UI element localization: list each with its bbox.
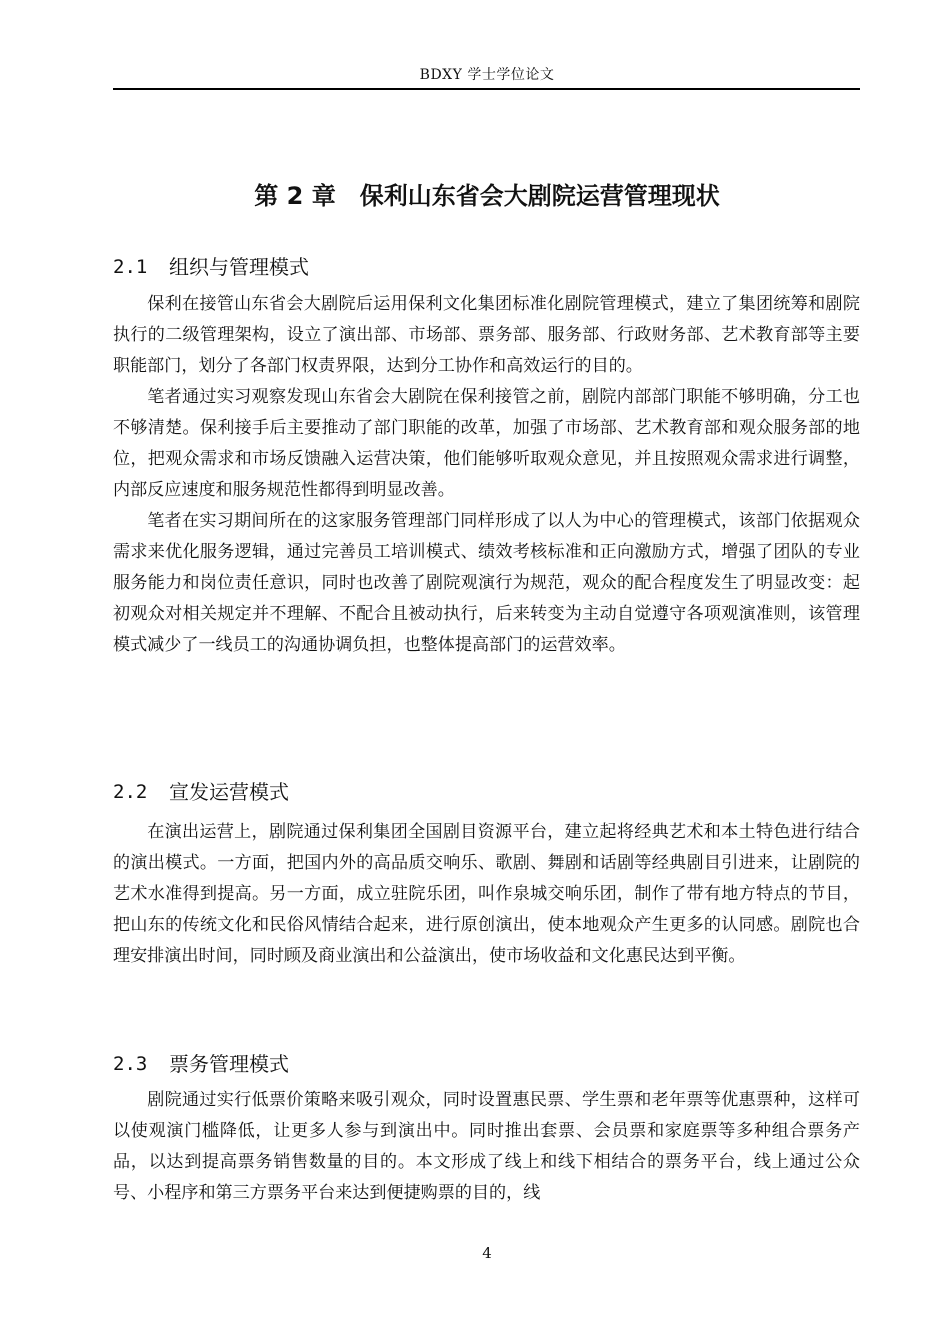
paragraph: 保利在接管山东省会大剧院后运用保利文化集团标准化剧院管理模式，建立了集团统筹和剧院执行的二级管理架构，设立了演出部、市场部、票务部、服务部、行政财务部、艺术教育部等主要职能部门，划分了各部门权责界限，达到分工协作和高效运行的目的。 xyxy=(113,294,860,376)
section-heading xyxy=(113,1049,860,1079)
chapter-title: 第 2 章 保利山东省会大剧院运营管理现状 xyxy=(254,182,720,210)
section-number: 2.2 xyxy=(113,781,148,803)
section-title: 组织与管理模式 xyxy=(169,255,309,279)
section-2-3 xyxy=(113,1049,860,1209)
paragraph: 笔者在实习期间所在的这家服务管理部门同样形成了以人为中心的管理模式，该部门依据观众需求来优化服务逻辑，通过完善员工培训模式、绩效考核标准和正向激励方式，增强了团队的专业服务能力和岗位责任意识，同时也改善了剧院观演行为规范，观众的配合程度发生了明显改变：起初观众对相关规定并不理解、不配合且被动执行，后来转变为主动自觉遵守各项观演准则，该管理模式减少了一线员工的沟通协调负担，也整体提高部门的运营效率。 xyxy=(113,511,860,655)
running-header: BDXY 学士学位论文 xyxy=(419,67,555,83)
section-number: 2.1 xyxy=(113,256,148,278)
section-2-1 xyxy=(113,252,860,661)
paragraph: 剧院通过实行低票价策略来吸引观众，同时设置惠民票、学生票和老年票等优惠票种，这样可以使观演门槛降低，让更多人参与到演出中。同时推出套票、会员票和家庭票等多种组合票务产品，以达到提高票务销售数量的目的。本文形成了线上和线下相结合的票务平台，线上通过公众号、小程序和第三方票务平台来达到便捷购票的目的，线 xyxy=(113,1090,860,1203)
paragraph: 在演出运营上，剧院通过保利集团全国剧目资源平台，建立起将经典艺术和本土特色进行结合的演出模式。一方面，把国内外的高品质交响乐、歌剧、舞剧和话剧等经典剧目引进来，让剧院的艺术水准得到提高。另一方面，成立驻院乐团，叫作泉城交响乐团，制作了带有地方特点的节目，把山东的传统文化和民俗风情结合起来，进行原创演出，使本地观众产生更多的认同感。剧院也合理安排演出时间，同时顾及商业演出和公益演出，使市场收益和文化惠民达到平衡。 xyxy=(113,822,860,966)
section-title: 票务管理模式 xyxy=(169,1052,289,1076)
header-rule xyxy=(113,88,860,90)
paragraph: 笔者通过实习观察发现山东省会大剧院在保利接管之前，剧院内部部门职能不够明确，分工也不够清楚。保利接手后主要推动了部门职能的改革，加强了市场部、艺术教育部和观众服务部的地位，把观众需求和市场反馈融入运营决策，他们能够听取观众意见，并且按照观众需求进行调整，内部反应速度和服务规范性都得到明显改善。 xyxy=(113,387,860,500)
section-number: 2.3 xyxy=(113,1053,148,1075)
section-heading xyxy=(113,252,860,282)
section-2-2 xyxy=(113,777,860,972)
section-heading xyxy=(113,777,860,807)
section-title: 宣发运营模式 xyxy=(169,780,289,804)
page-number: 4 xyxy=(482,1244,492,1262)
